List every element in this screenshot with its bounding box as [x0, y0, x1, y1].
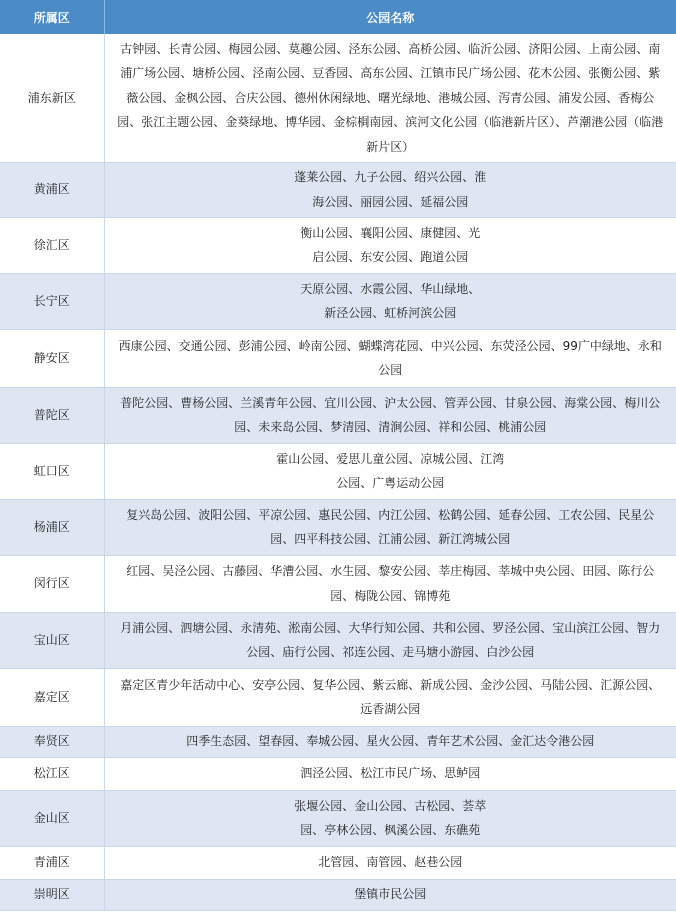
parks-cell: 复兴岛公园、波阳公园、平凉公园、惠民公园、内江公园、松鹤公园、延春公园、工农公园、民星公园、四平科技公园、江浦公园、新江湾城公园 — [104, 499, 676, 555]
parks-cell: 嘉定区青少年活动中心、安亭公园、复华公园、紫云廊、新成公园、金沙公园、马陆公园、汇源公园、远香湖公园 — [104, 668, 676, 726]
table-row — [0, 757, 676, 790]
table-row — [0, 668, 676, 726]
table-row — [0, 612, 676, 668]
parks-cell: 四季生态园、望春园、奉城公园、星火公园、青年艺术公园、金汇达令港公园 — [104, 726, 676, 757]
parks-column-header: 公园名称 — [104, 0, 676, 34]
parks-cell — [104, 790, 676, 846]
district-cell: 金山区 — [0, 790, 104, 846]
table-row — [0, 273, 676, 329]
district-cell: 松江区 — [0, 757, 104, 790]
parks-line: 霍山公园、爱思儿童公园、凉城公园、江湾公园、广粤运动公园 — [276, 451, 505, 490]
district-cell: 浦东新区 — [0, 34, 104, 162]
parks-cell — [104, 217, 676, 273]
district-cell: 普陀区 — [0, 387, 104, 443]
parks-cell: 堡镇市民公园 — [104, 879, 676, 910]
district-cell: 奉贤区 — [0, 726, 104, 757]
parks-cell: 红园、吴泾公园、古藤园、华漕公园、水生园、黎安公园、莘庄梅园、莘城中央公园、田园、陈行公园、梅陇公园、锦博苑 — [104, 555, 676, 612]
district-cell: 静安区 — [0, 329, 104, 387]
table-row — [0, 726, 676, 757]
parks-cell: 泗泾公园、松江市民广场、思鲈园 — [104, 757, 676, 790]
parks-cell: 西康公园、交通公园、彭浦公园、岭南公园、蝴蝶湾花园、中兴公园、东荧泾公园、99广中绿地、永和公园 — [104, 329, 676, 387]
parks-cell: 古钟园、长青公园、梅园公园、莫趣公园、泾东公园、高桥公园、临沂公园、济阳公园、上南公园、南浦广场公园、塘桥公园、泾南公园、豆香园、高东公园、江镇市民广场公园、花木公园、张衡公园、紫薇公园、金枫公园、合庆公园、德州休闲绿地、曙光绿地、港城公园、泻青公园、浦发公园、香梅公园、张江主题公园、金葵绿地、博华园、金棕榈南园、滨河文化公园（临港新片区）、芦潮港公园（临港新片区） — [104, 34, 676, 162]
district-cell: 杨浦区 — [0, 499, 104, 555]
table-row — [0, 790, 676, 846]
table-row — [0, 34, 676, 162]
parks-cell — [104, 162, 676, 217]
table-row — [0, 387, 676, 443]
parks-line: 张堰公园、金山公园、古松园、荟萃园、亭林公园、枫溪公园、东礁苑 — [294, 798, 487, 837]
parks-line: 蓬莱公园、九子公园、绍兴公园、淮海公园、丽园公园、延福公园 — [294, 170, 487, 209]
parks-cell: 普陀公园、曹杨公园、兰溪青年公园、宜川公园、沪太公园、管弄公园、甘泉公园、海棠公园、梅川公园、未来岛公园、梦清园、清涧公园、祥和公园、桃浦公园 — [104, 387, 676, 443]
district-cell: 宝山区 — [0, 612, 104, 668]
district-cell: 长宁区 — [0, 273, 104, 329]
table-row — [0, 329, 676, 387]
table-header-row — [0, 0, 676, 34]
table-row — [0, 846, 676, 879]
parks-cell: 月浦公园、泗塘公园、永清苑、淞南公园、大华行知公园、共和公园、罗泾公园、宝山滨江公园、智力公园、庙行公园、祁连公园、走马塘小游园、白沙公园 — [104, 612, 676, 668]
table-row — [0, 443, 676, 499]
table-row — [0, 555, 676, 612]
parks-line: 衡山公园、襄阳公园、康健园、光启公园、东安公园、跑道公园 — [300, 225, 481, 264]
table-row — [0, 162, 676, 217]
parks-cell: 北管园、南管园、赵巷公园 — [104, 846, 676, 879]
table-row — [0, 879, 676, 910]
table-row — [0, 499, 676, 555]
district-cell: 虹口区 — [0, 443, 104, 499]
parks-cell — [104, 443, 676, 499]
district-cell: 徐汇区 — [0, 217, 104, 273]
parks-line: 天原公园、水霞公园、华山绿地、新泾公园、虹桥河滨公园 — [300, 281, 481, 320]
district-cell: 嘉定区 — [0, 668, 104, 726]
district-column-header: 所属区 — [0, 0, 104, 34]
district-cell: 崇明区 — [0, 879, 104, 910]
table-row — [0, 217, 676, 273]
district-cell: 黄浦区 — [0, 162, 104, 217]
district-cell: 闵行区 — [0, 555, 104, 612]
district-cell: 青浦区 — [0, 846, 104, 879]
parks-cell — [104, 273, 676, 329]
